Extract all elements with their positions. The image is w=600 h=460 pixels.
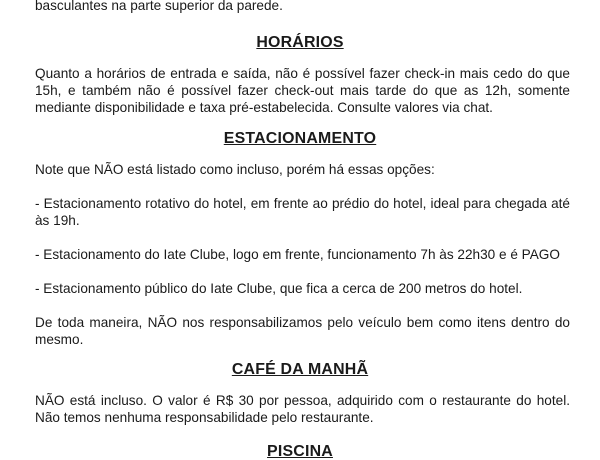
estacionamento-option: - Estacionamento rotativo do hotel, em frente ao prédio do hotel, ideal para chegada até às 19h.: [35, 196, 570, 228]
horarios-text: Quanto a horários de entrada e saída, não é possível fazer check-in mais cedo do que 15h, e também não é possível fazer check-out mais tarde do que as 12h, somente mediante disponibilidade e taxa pré-estabelecida. Consulte valores via chat.: [35, 66, 570, 115]
heading-piscina: PISCINA: [267, 443, 333, 460]
estacionamento-option: - Estacionamento do Iate Clube, logo em frente, funcionamento 7h às 22h30 e é PAGO: [35, 247, 560, 262]
heading-cafe-da-manha: CAFÉ DA MANHÃ: [231, 361, 369, 378]
estacionamento-option: - Estacionamento público do Iate Clube, que fica a cerca de 200 metros do hotel.: [35, 281, 523, 296]
heading-horarios: HORÁRIOS: [256, 34, 344, 51]
estacionamento-intro: Note que NÃO está listado como incluso, porém há essas opções:: [35, 162, 435, 177]
cafe-text: NÃO está incluso. O valor é R$ 30 por pessoa, adquirido com o restaurante do hotel. Não temos nenhuma responsabilidade pelo restaurante.: [35, 393, 570, 425]
estacionamento-disclaimer: De toda maneira, NÃO nos responsabilizamos pelo veículo bem como itens dentro do mesmo.: [35, 315, 570, 347]
intro-tail-text: basculantes na parte superior da parede.: [35, 0, 283, 13]
heading-estacionamento: ESTACIONAMENTO: [223, 130, 377, 147]
